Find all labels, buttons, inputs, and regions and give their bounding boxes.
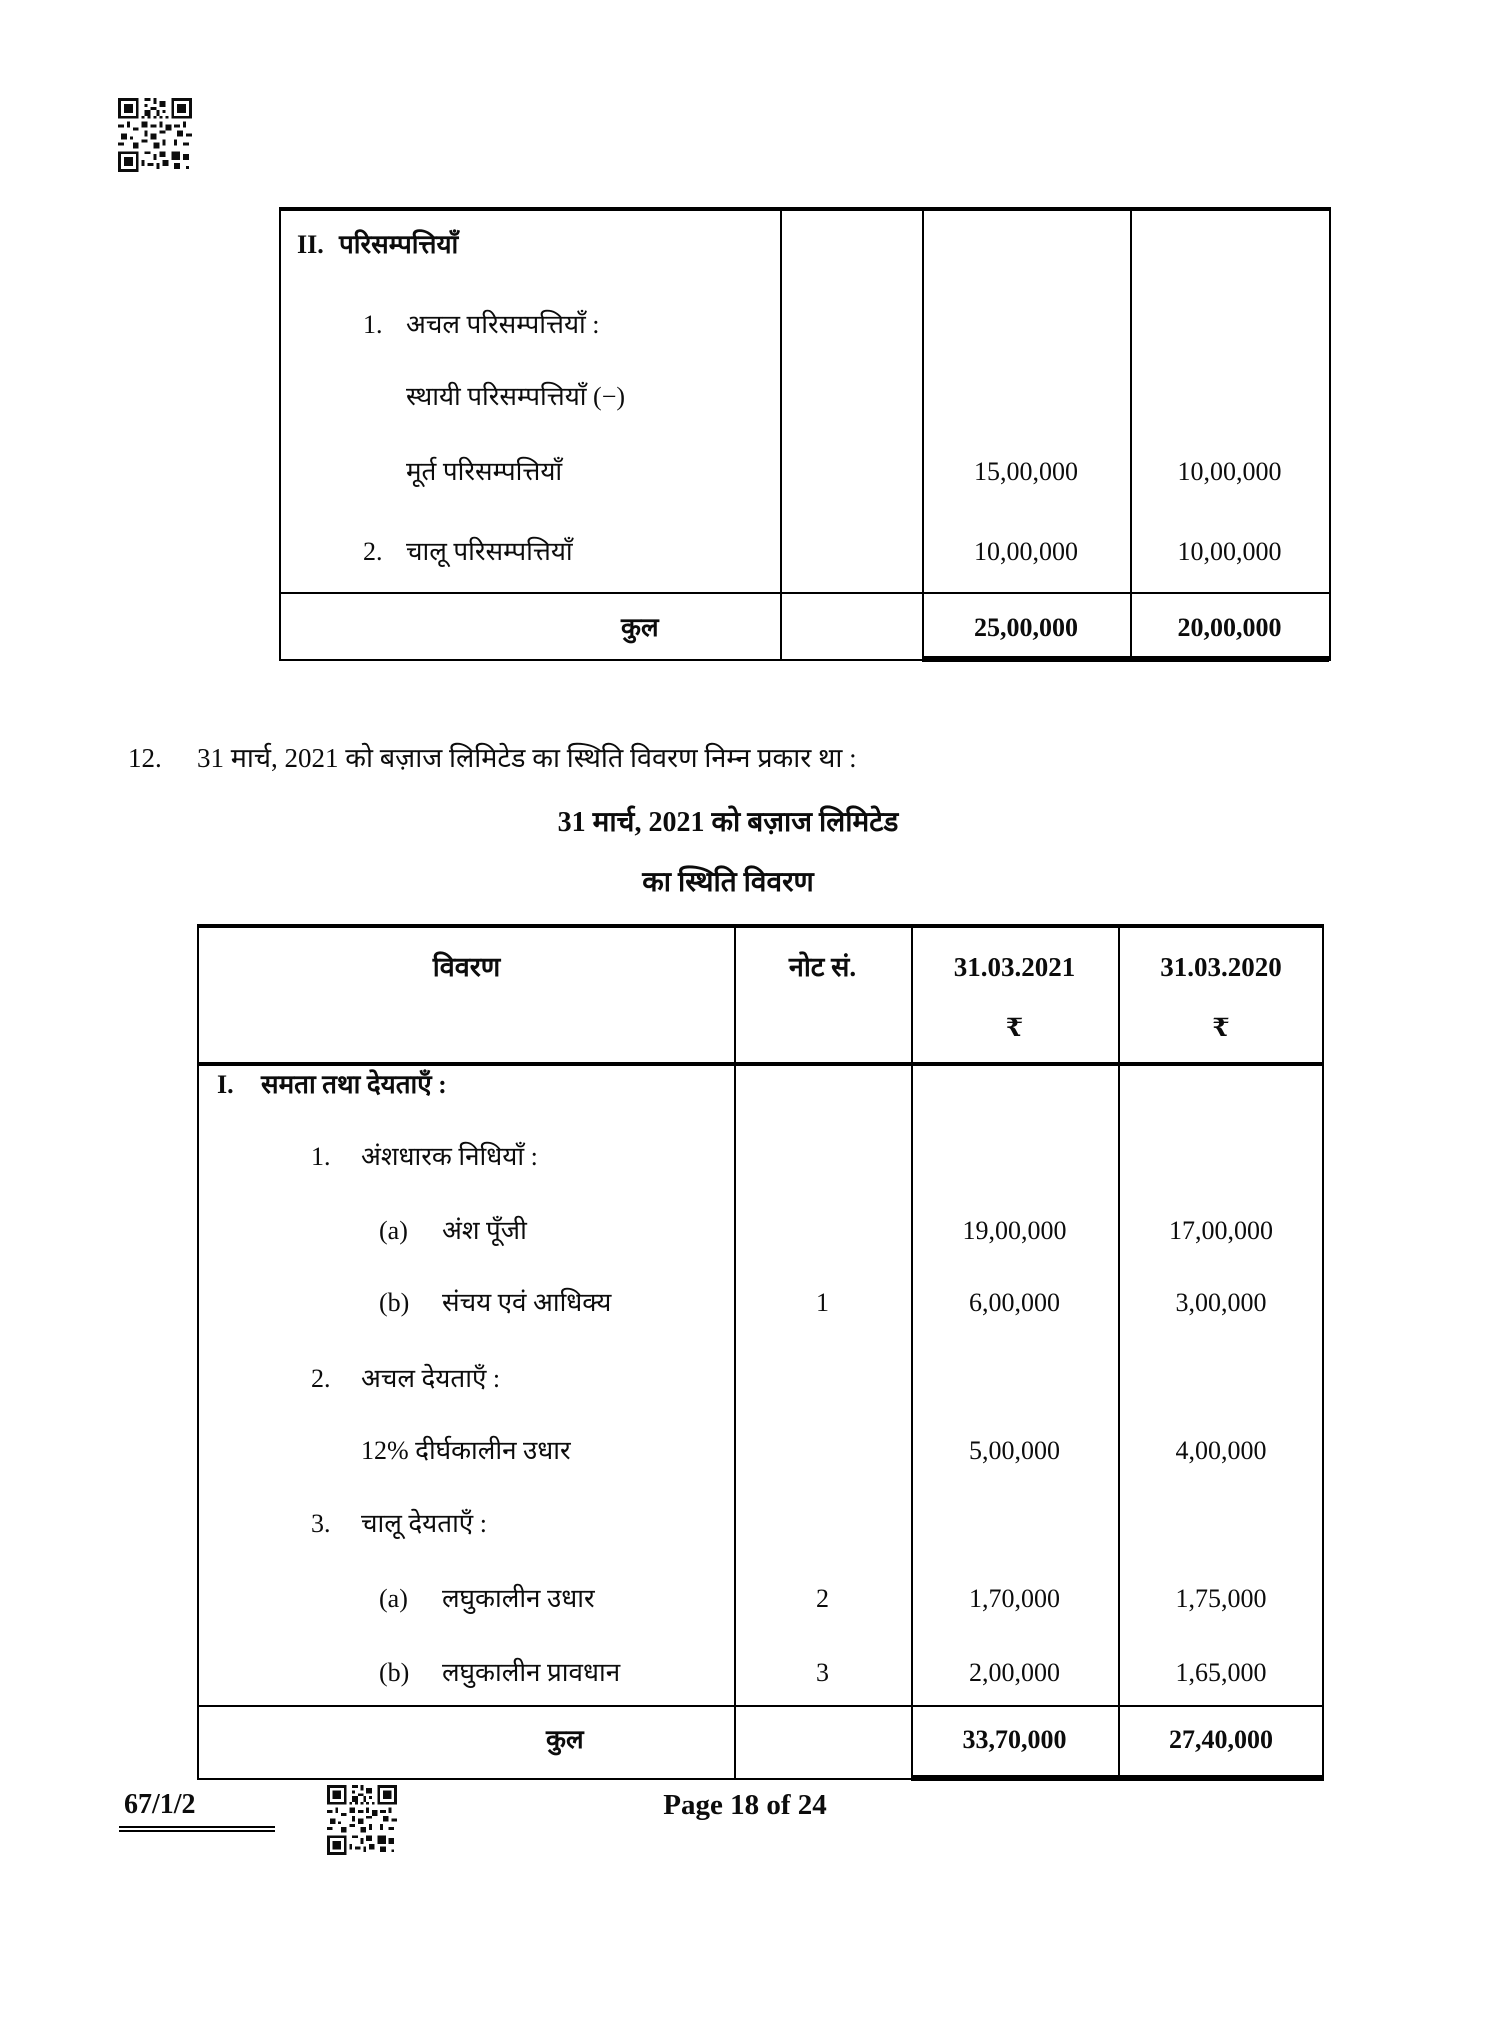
table-row [281,454,1329,490]
amount-2020: 10,00,000 [1177,537,1282,566]
row-marker: II. [297,230,324,259]
row-marker: 1. [311,1142,331,1171]
amount-2021: 1,70,000 [969,1584,1060,1613]
row-marker: 1. [363,310,383,339]
note-number: 1 [816,1288,829,1317]
balance-sheet-table [197,924,1324,1780]
amount-2020: 1,75,000 [1175,1584,1267,1613]
total-rule [281,592,1329,594]
row-marker: (a) [379,1584,408,1613]
amount-2021: 2,00,000 [969,1658,1060,1687]
column-divider [1118,928,1120,1778]
row-marker: I. [217,1070,234,1099]
table-row [281,307,1329,343]
table-row [199,1581,1322,1617]
amount-2020: 17,00,000 [1169,1216,1273,1245]
header-rule [199,1062,1322,1066]
closing-double-rule [911,1775,1118,1781]
total-label: कुल [621,613,659,642]
total-rule [199,1705,1322,1707]
amount-2021: 6,00,000 [969,1288,1060,1317]
qr-code-icon [118,98,192,172]
total-label: कुल [546,1725,584,1754]
row-label: अचल देयताएँ : [361,1364,501,1393]
total-amount-2021: 25,00,000 [974,613,1078,642]
total-amount-2021: 33,70,000 [962,1725,1067,1754]
statement-title-line2: का स्थिति विवरण [642,867,814,898]
table-row [199,1213,1322,1249]
header-note-no: नोट सं. [788,952,857,982]
row-marker: 2. [311,1364,331,1393]
qr-code-icon [327,1785,397,1855]
row-label: अंशधारक निधियाँ : [361,1142,538,1171]
header-currency-2020: ₹ [1212,1015,1230,1042]
table-row [199,1139,1322,1175]
row-label: समता तथा देयताएँ : [261,1070,447,1099]
row-label: चालू परिसम्पत्तियाँ [406,537,573,566]
total-row [281,610,1329,646]
row-label: अचल परिसम्पत्तियाँ : [406,310,600,339]
column-divider [911,928,913,1778]
row-marker: (a) [379,1216,408,1245]
row-label: संचय एवं आधिक्य [442,1288,612,1317]
question-text: 31 मार्च, 2021 को बज़ाज लिमिटेड का स्थिति विवरण निम्न प्रकार था : [197,743,857,773]
note-number: 3 [816,1658,829,1687]
total-amount-2020: 27,40,000 [1169,1725,1273,1754]
note-number: 2 [816,1584,829,1613]
amount-2020: 4,00,000 [1175,1436,1267,1465]
header-date-2021: 31.03.2021 [953,952,1076,982]
closing-double-rule [1130,656,1329,662]
row-label: चालू देयताएँ : [361,1509,487,1538]
row-marker: (b) [379,1288,410,1317]
table-row [199,1067,1322,1103]
paper-code-underline [119,1826,275,1832]
table-row [199,1506,1322,1542]
table-row [281,379,1329,415]
amount-2021: 10,00,000 [974,537,1078,566]
column-divider [734,928,736,1778]
row-marker: 3. [311,1509,331,1538]
row-label: परिसम्पत्तियाँ [339,230,459,259]
amount-2021: 19,00,000 [962,1216,1067,1245]
row-marker: 2. [363,537,383,566]
table-row [199,1361,1322,1397]
table-row [199,1285,1322,1321]
amount-2020: 1,65,000 [1175,1658,1267,1687]
page-number: Page 18 of 24 [663,1789,827,1821]
header-date-2020: 31.03.2020 [1160,952,1282,982]
closing-double-rule [1118,1775,1324,1781]
total-row [199,1722,1322,1758]
header-currency-2021: ₹ [1005,1015,1024,1042]
assets-table [279,207,1331,661]
header-particulars: विवरण [432,952,501,982]
question-number: 12. [128,743,162,773]
amount-2020: 3,00,000 [1175,1288,1267,1317]
total-amount-2020: 20,00,000 [1177,613,1282,642]
row-label: लघुकालीन उधार [442,1584,595,1613]
closing-double-rule [922,656,1130,662]
table-row [281,534,1329,570]
paper-code: 67/1/2 [124,1789,196,1820]
table-row [199,1433,1322,1469]
table-row [281,227,1329,263]
amount-2021: 5,00,000 [969,1436,1060,1465]
row-label: लघुकालीन प्रावधान [442,1658,621,1687]
row-marker: (b) [379,1658,410,1687]
row-label: अंश पूँजी [442,1216,527,1245]
amount-2021: 15,00,000 [974,457,1078,486]
statement-title-line1: 31 मार्च, 2021 को बज़ाज लिमिटेड [557,807,899,838]
row-label: मूर्त परिसम्पत्तियाँ [406,457,563,486]
amount-2020: 10,00,000 [1177,457,1282,486]
table-row [199,1655,1322,1691]
row-label: स्थायी परिसम्पत्तियाँ (−) [406,382,626,411]
row-label: 12% दीर्घकालीन उधार [361,1436,571,1465]
